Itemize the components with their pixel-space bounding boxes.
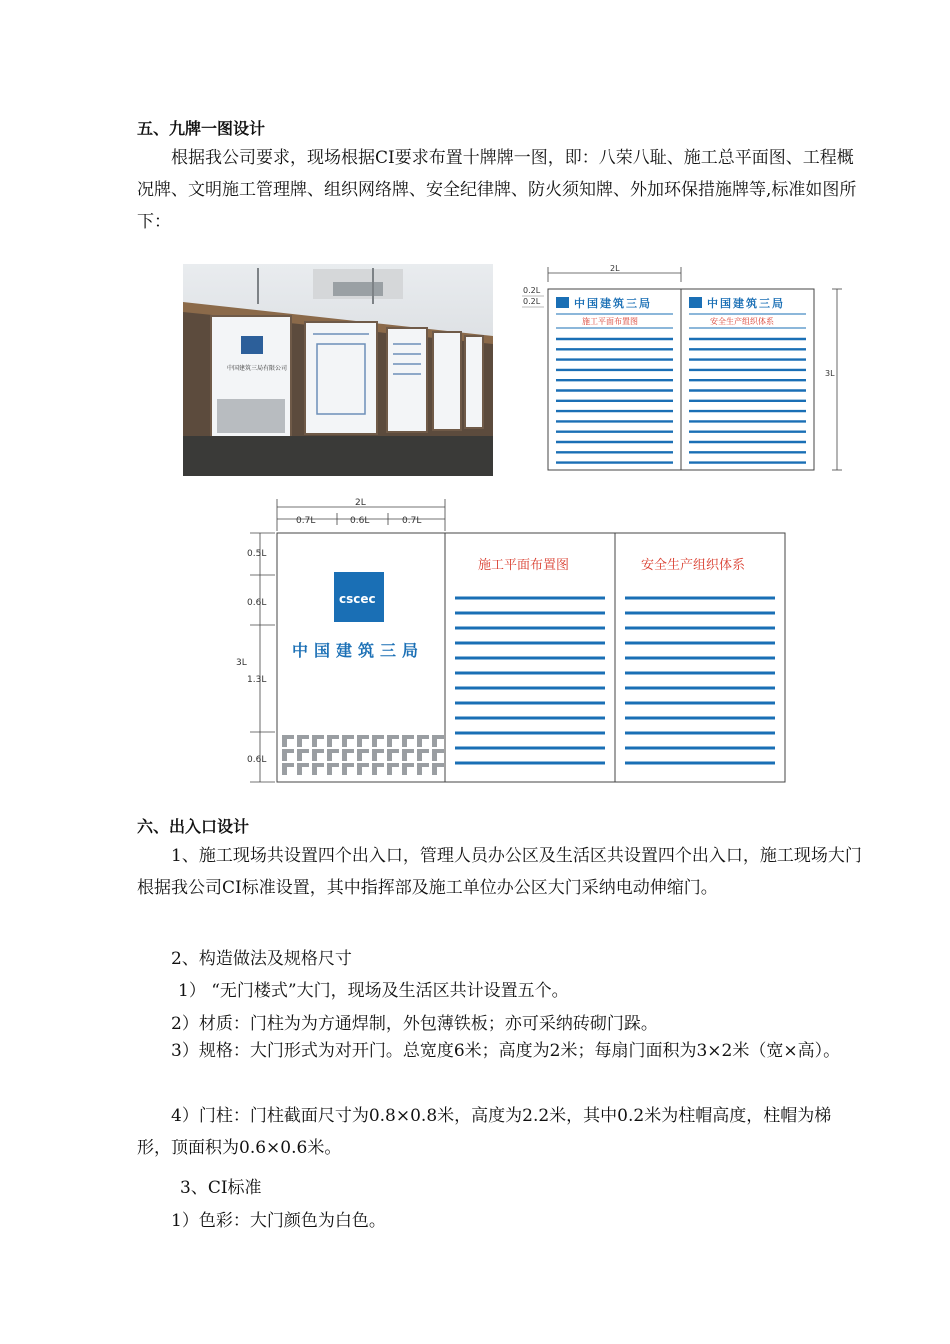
large-title-right: 安全生产组织体系: [641, 558, 746, 573]
small-left-title: 施工平面布置图: [582, 317, 638, 326]
section-5-paragraph: 根据我公司要求，现场根据CI要求布置十牌牌一图，即：八荣八耻、施工总平面图、工程概况牌、文明施工管理牌、组织网络牌、安全纪律牌、防火须知牌、外加环保措施牌等,标准如图所下：: [137, 148, 857, 232]
signboard-diagram-large: [230, 495, 790, 787]
large-h1-label: 0.5L: [247, 549, 267, 559]
small-height-label: 3L: [825, 369, 835, 378]
small-row2-label: 0.2L: [523, 297, 541, 306]
large-w1-label: 0.7L: [296, 516, 316, 526]
section-heading-5: 五、九牌一图设计: [137, 119, 266, 138]
signboard-photo-illustration: [183, 264, 493, 476]
small-row1-label: 0.2L: [523, 286, 541, 295]
section-6-paragraph-8: 1）色彩：大门颜色为白色。: [171, 1211, 386, 1231]
signboard-diagram-small: [520, 262, 845, 474]
section-heading-6: 六、出入口设计: [137, 817, 250, 836]
small-left-company: 中国建筑三局: [574, 297, 652, 310]
large-w3-label: 0.7L: [402, 516, 422, 526]
small-width-label: 2L: [610, 264, 620, 273]
section-6-paragraph-7: 3、CI标准: [180, 1178, 262, 1198]
large-h4-label: 0.6L: [247, 755, 267, 765]
large-w2-label: 0.6L: [350, 516, 370, 526]
large-company: 中国建筑三局: [292, 641, 425, 660]
section-6-paragraph-4: 2）材质：门柱为为方通焊制，外包薄铁板；亦可采纳砖砌门跺。: [171, 1014, 658, 1034]
section-6-paragraph-6: 4）门柱：门柱截面尺寸为0.8×0.8米，高度为2.2米，其中0.2米为柱帽高度，柱帽为梯形，顶面积为0.6×0.6米。: [137, 1106, 832, 1158]
photo-company-text: 中国建筑三局有限公司: [227, 365, 288, 372]
small-right-company: 中国建筑三局: [707, 297, 785, 310]
large-title-mid: 施工平面布置图: [478, 558, 570, 573]
large-h2-label: 0.6L: [247, 598, 267, 608]
section-6-paragraph-3: 1） “无门楼式”大门，现场及生活区共计设置五个。: [178, 981, 569, 1001]
section-6-paragraph-1: 1、施工现场共设置四个出入口，管理人员办公区及生活区共设置四个出入口，施工现场大门根据我公司CI标准设置，其中指挥部及施工单位办公区大门采纳电动伸缩门。: [137, 846, 862, 898]
section-6-paragraph-2: 2、构造做法及规格尺寸: [171, 949, 352, 969]
signboard-photo: [183, 264, 493, 476]
small-right-title: 安全生产组织体系: [710, 317, 774, 326]
large-height-label: 3L: [236, 658, 247, 668]
large-h3-label: 1.3L: [247, 675, 267, 685]
large-width-label: 2L: [355, 498, 366, 508]
logo-text: cscec: [339, 592, 376, 606]
section-6-paragraph-5: 3）规格：大门形式为对开门。总宽度6米；高度为2米；每扇门面积为3×2米（宽×高）。: [171, 1041, 841, 1061]
